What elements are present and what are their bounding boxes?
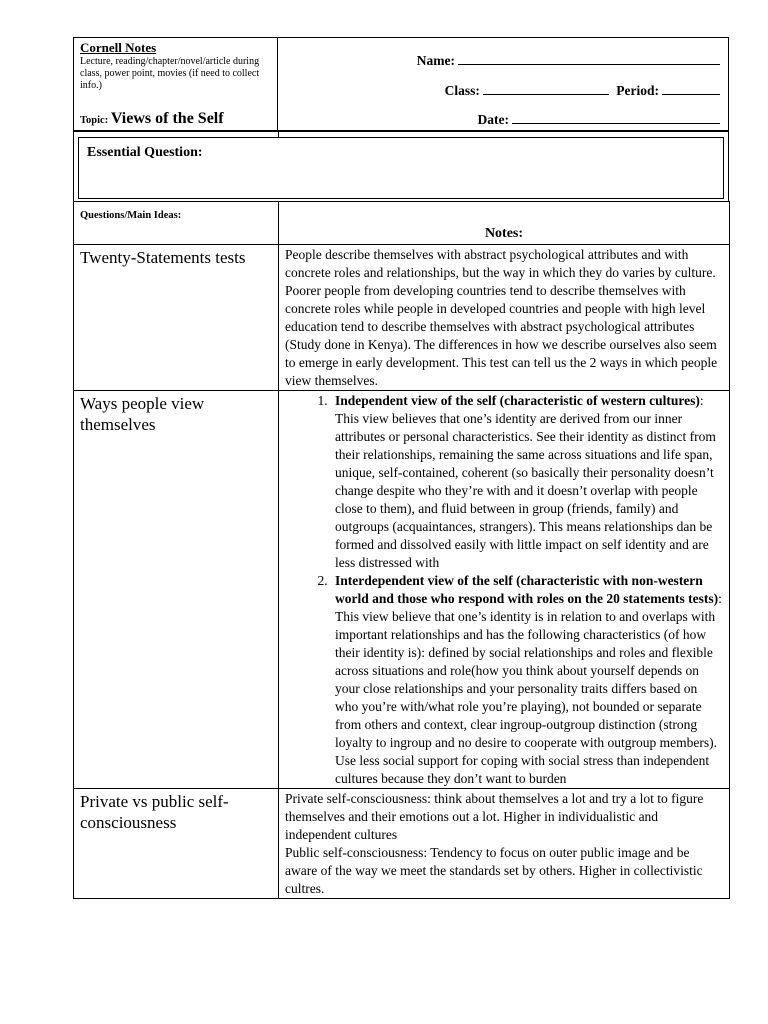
date-field[interactable] xyxy=(278,110,728,128)
topic-value: Views of the Self xyxy=(110,110,224,127)
main-idea-cell: Private vs public self-consciousness xyxy=(74,789,279,899)
divider-line xyxy=(74,131,728,132)
notes-cell xyxy=(279,789,730,899)
essential-question-box[interactable] xyxy=(78,137,724,199)
questions-header: Questions/Main Ideas: xyxy=(74,202,279,245)
table-row xyxy=(74,391,730,789)
essential-question-label: Essential Question: xyxy=(87,145,203,160)
views-list xyxy=(285,392,723,788)
topic-label: Topic: xyxy=(80,115,109,126)
class-period-field[interactable] xyxy=(278,81,728,99)
name-blank[interactable] xyxy=(458,51,720,65)
cornell-notes-sheet xyxy=(73,37,729,899)
item-heading: Independent view of the self (characteristic of western cultures) xyxy=(335,393,700,408)
notes-cell xyxy=(279,391,730,789)
divider-tick xyxy=(278,131,279,137)
main-idea-cell: Ways people view themselves xyxy=(74,391,279,789)
table-row xyxy=(74,245,730,391)
notes-header: Notes: xyxy=(279,202,730,245)
header xyxy=(73,37,729,131)
header-fields xyxy=(278,38,728,130)
date-label: Date: xyxy=(477,112,509,127)
item-heading: Interdependent view of the self (characteristic with non-western world and those who respond with roles on the 20 statements tests) xyxy=(335,573,719,606)
main-idea-cell: Twenty-Statements tests xyxy=(74,245,279,391)
list-item xyxy=(331,392,723,572)
note-paragraph: Private self-consciousness: think about themselves a lot and try a lot to figure themselves and their emotions out a lot. Higher in individualistic and independent cultures xyxy=(285,791,704,842)
essential-question-section xyxy=(73,137,729,201)
name-field[interactable] xyxy=(278,51,728,69)
date-blank[interactable] xyxy=(512,110,720,124)
table-row xyxy=(74,789,730,899)
cornell-title: Cornell Notes xyxy=(80,40,157,55)
header-divider xyxy=(73,131,729,137)
list-item xyxy=(331,572,723,788)
notes-cell: People describe themselves with abstract psychological attributes and with concrete roles and relationships, but the way in which they do varies by culture. Poorer people from developing countries tend to describe themselves with concrete roles while people in developed countries and people with high level education tend to describe themselves with abstract psychological attributes (Study done in Kenya). The differences in how we describe ourselves also seem to emerge in early development. This test can tell us the 2 ways in which people view themselves. xyxy=(279,245,730,391)
item-text: : This view believes that one’s identity are derived from our inner attributes or personal characteristics. See their identity as distinct from their relationships, remaining the same across situations and life span, unique, self-contained, coherent (so basically their personality doesn’t change despite who they’re with and it doesn’t overlap with people close to them), and fluid between in group (friends, family) and outgroups (acquaintances, strangers). This means relationships dan be formed and dissolved easily with little impact on self identity and are less distressed with xyxy=(335,393,716,570)
period-blank[interactable] xyxy=(662,81,720,95)
period-label: Period: xyxy=(616,83,659,98)
item-text: : This view believe that one’s identity is in relation to and overlaps with important relationships and has the following characteristics (of how their identity is): defined by social relationships and roles and flexible across situations and role(how you think about yourself depends on your close relationships and your personality traits differs based on who you’re with/what role you’re playing), not bounded or separate from others and context, clear ingroup-outgroup distinction (strong loyalty to ingroup and no desire to cooperate with outgroup members). Use less social support for coping with social stress than independent cultures because they don’t want to burden xyxy=(335,591,722,786)
table-header-row xyxy=(74,202,730,245)
class-blank[interactable] xyxy=(483,81,609,95)
topic xyxy=(80,110,224,128)
note-paragraph: Public self-consciousness: Tendency to focus on outer public image and be aware of the way we meet the standards set by others. Higher in collectivistic cultres. xyxy=(285,845,703,896)
name-label: Name: xyxy=(416,53,455,68)
cornell-description: Lecture, reading/chapter/novel/article during class, power point, movies (if need to collect info.) xyxy=(80,56,260,91)
header-info xyxy=(74,38,278,130)
class-label: Class: xyxy=(444,83,480,98)
notes-table xyxy=(73,201,730,899)
